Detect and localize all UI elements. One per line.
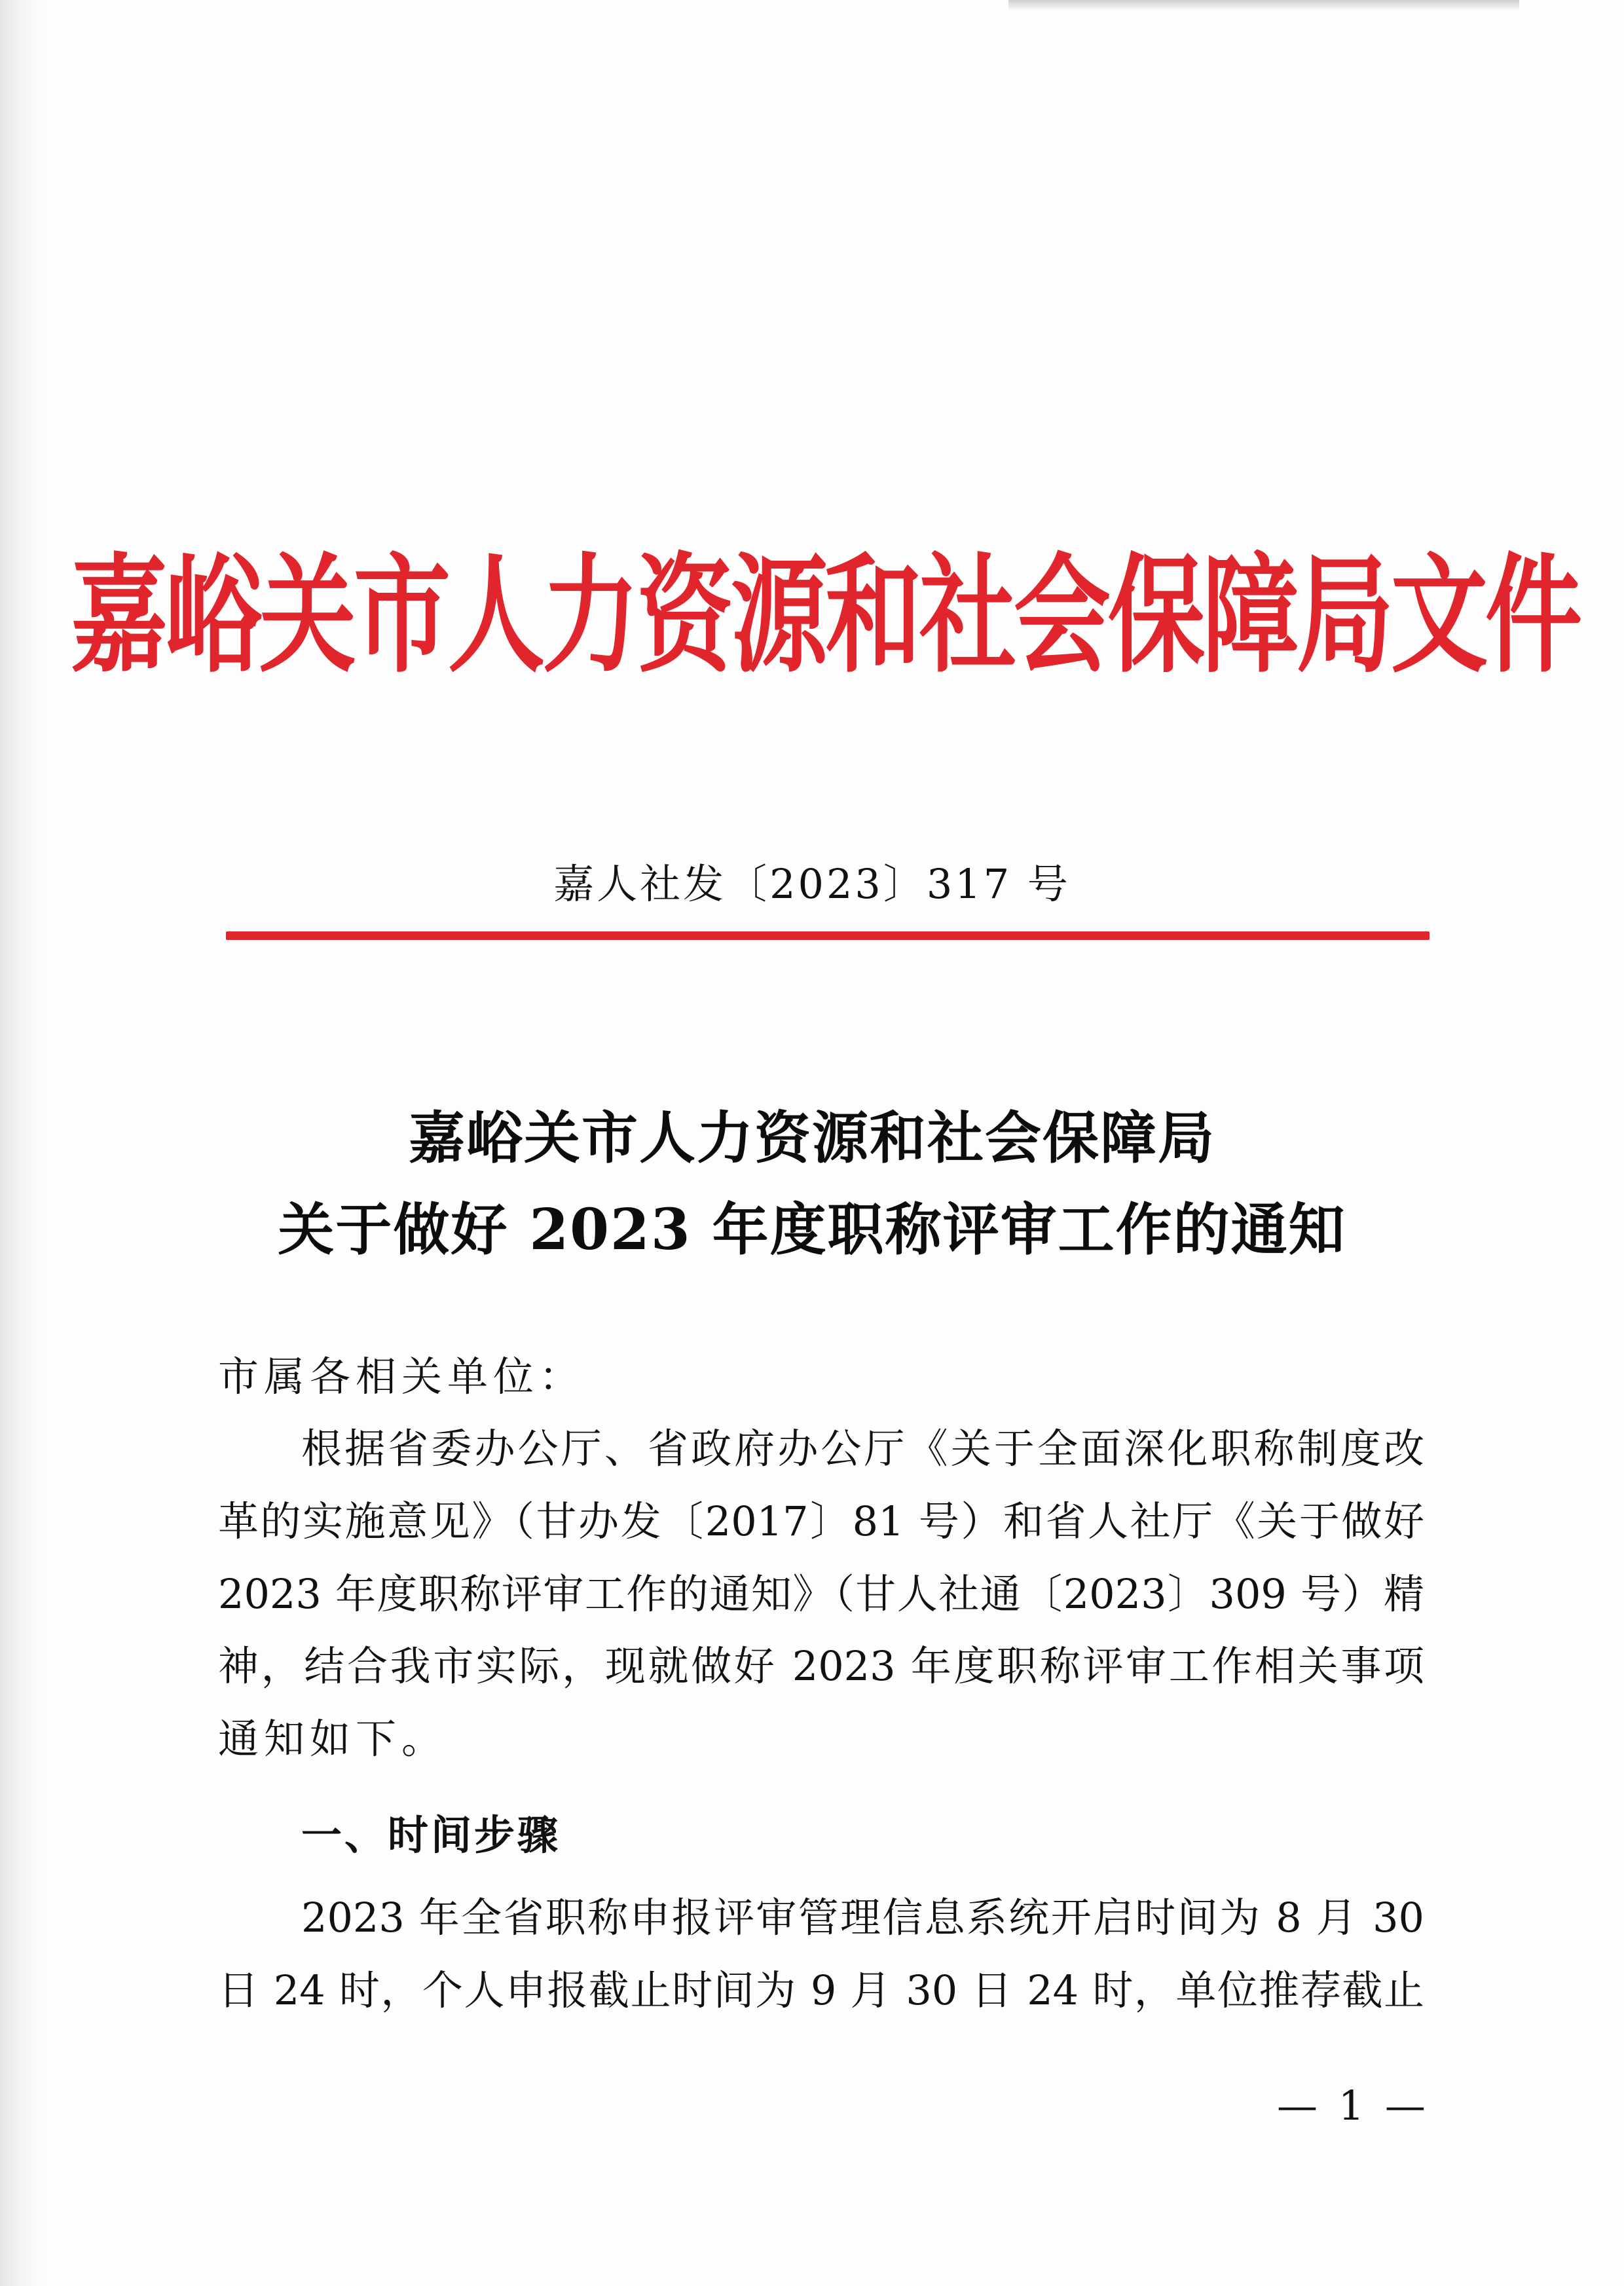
red-divider-line	[226, 931, 1430, 940]
paragraph-line: 2023 年度职称评审工作的通知》（甘人社通〔2023〕309 号）精	[218, 1570, 1424, 1618]
masthead-title: 嘉峪关市人力资源和社会保障局文件	[71, 541, 1579, 690]
notice-title-line-2: 关于做好 2023 年度职称评审工作的通知	[278, 1197, 1346, 1263]
paragraph-line: 通知如下。	[218, 1715, 448, 1763]
paragraph-line: 革的实施意见》（甘办发〔2017〕81 号）和省人社厅《关于做好	[218, 1497, 1424, 1545]
page-number: — 1 —	[1277, 2082, 1430, 2129]
section-heading-time-steps: 一、时间步骤	[301, 1811, 561, 1859]
notice-title-line-1: 嘉峪关市人力资源和社会保障局	[409, 1105, 1215, 1171]
paragraph-line: 日 24 时，个人申报截止时间为 9 月 30 日 24 时，单位推荐截止	[218, 1966, 1424, 2014]
paragraph-line: 神，结合我市实际，现就做好 2023 年度职称评审工作相关事项	[218, 1642, 1424, 1690]
document-number: 嘉人社发〔2023〕317 号	[553, 860, 1071, 908]
paragraph-line: 根据省委办公厅、省政府办公厅《关于全面深化职称制度改	[301, 1425, 1424, 1472]
salutation: 市属各相关单位：	[218, 1353, 585, 1400]
paragraph-line: 2023 年全省职称申报评审管理信息系统开启时间为 8 月 30	[301, 1894, 1424, 1941]
scan-top-mark	[1008, 0, 1519, 10]
